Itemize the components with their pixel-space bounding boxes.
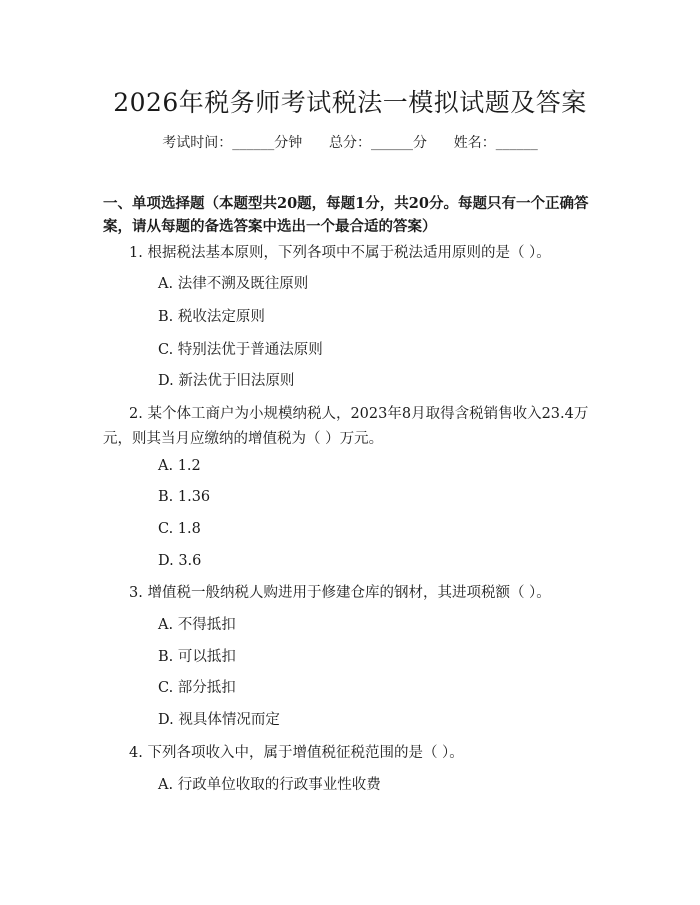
question-3-option-a: A. 不得抵扣 bbox=[158, 617, 236, 633]
question-1-option-d: D. 新法优于旧法原则 bbox=[158, 373, 295, 389]
question-3-option-b: B. 可以抵扣 bbox=[158, 649, 236, 665]
question-3-option-c: C. 部分抵扣 bbox=[158, 680, 236, 696]
question-2-option-b: B. 1.36 bbox=[158, 489, 211, 505]
question-3-stem: 3. 增值税一般纳税人购进用于修建仓库的钢材，其进项税额（ ）。 bbox=[129, 585, 551, 601]
question-1-option-c: C. 特别法优于普通法原则 bbox=[158, 342, 323, 358]
question-1-option-b: B. 税收法定原则 bbox=[158, 309, 265, 325]
question-2-option-c: C. 1.8 bbox=[158, 521, 201, 537]
question-2-option-d: D. 3.6 bbox=[158, 553, 202, 569]
question-2-option-a: A. 1.2 bbox=[158, 458, 201, 474]
section-heading: 一、单项选择题（本题型共20题，每题1分，共20分。每题只有一个正确答案，请从每题的备选答案中选出一个最合适的答案） bbox=[103, 195, 589, 235]
question-1-stem: 1. 根据税法基本原则，下列各项中不属于税法适用原则的是（ ）。 bbox=[129, 245, 551, 261]
question-1-option-a: A. 法律不溯及既往原则 bbox=[158, 276, 309, 292]
question-2-stem: 2. 某个体工商户为小规模纳税人，2023年8月取得含税销售收入23.4万元，则其当月应缴纳的增值税为（ ）万元。 bbox=[103, 406, 589, 447]
question-4-option-a: A. 行政单位收取的行政事业性收费 bbox=[158, 777, 381, 793]
question-3-option-d: D. 视具体情况而定 bbox=[158, 712, 280, 728]
question-4-stem: 4. 下列各项收入中，属于增值税征税范围的是（ ）。 bbox=[129, 745, 464, 761]
document-title: 2026年税务师考试税法一模拟试题及答案 bbox=[113, 88, 587, 117]
exam-info-line: 考试时间：______分钟 总分：______分 姓名：______ bbox=[162, 135, 538, 151]
